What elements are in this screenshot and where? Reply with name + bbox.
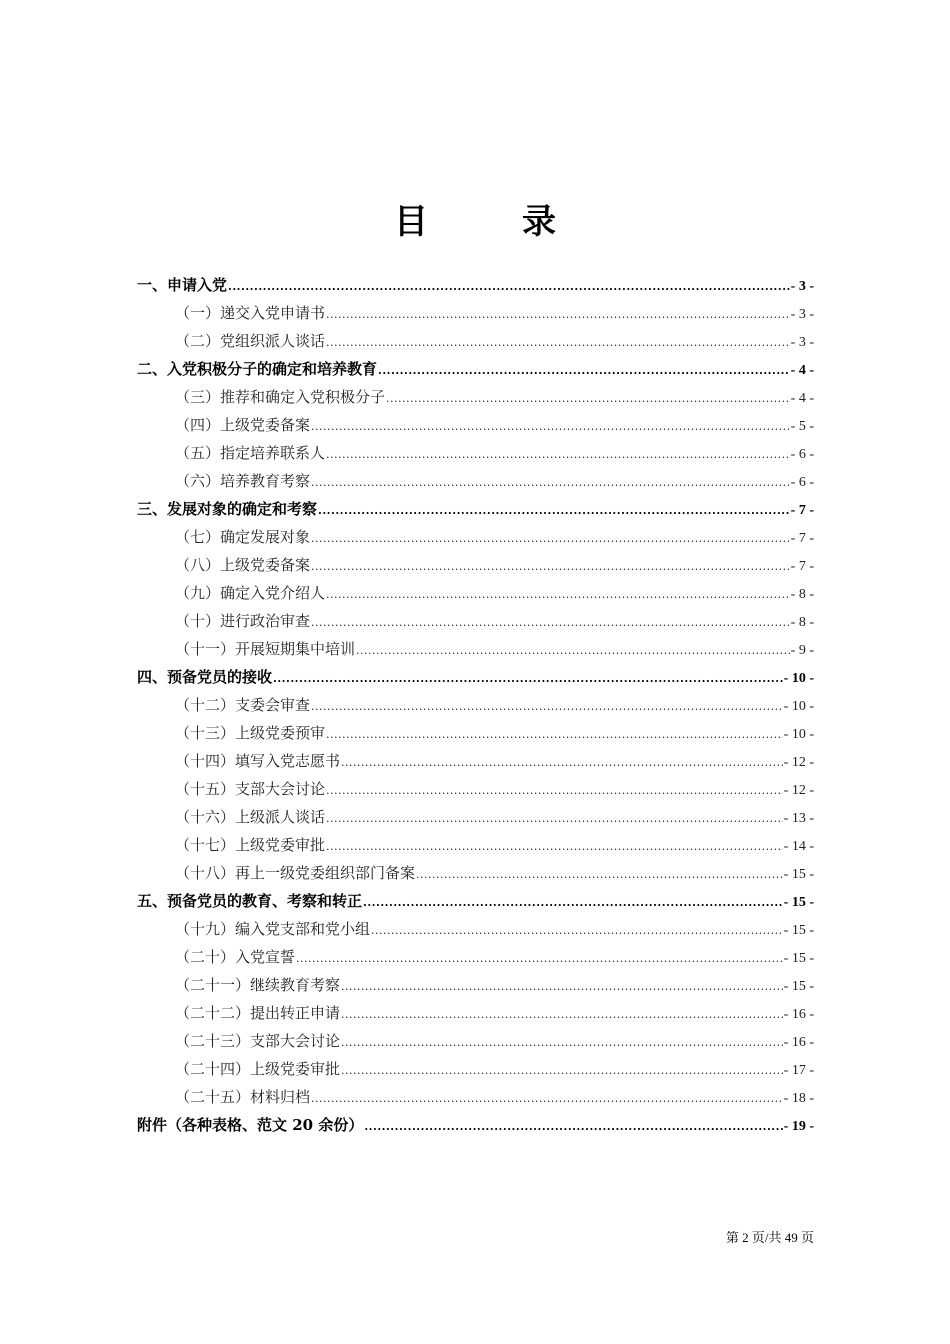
toc-section-entry[interactable] [137, 355, 814, 383]
toc-entry-title: （二十五）材料归档 [175, 1088, 311, 1106]
toc-subsection-entry[interactable] [137, 299, 814, 327]
toc-subsection-entry[interactable] [137, 1027, 814, 1055]
toc-dot-leader [326, 833, 783, 859]
toc-entry-page-number: - 16 - [783, 1035, 814, 1050]
toc-entry-title: 附件（各种表格、范文 20 余份） [137, 1116, 364, 1134]
page-number-footer: 第 2 页/共 49 页 [725, 1230, 814, 1245]
toc-entry-page-number: - 7 - [790, 503, 814, 518]
toc-entry-page-number: - 17 - [783, 1063, 814, 1078]
toc-entry-page-number: - 3 - [790, 307, 814, 322]
toc-dot-leader [296, 945, 783, 971]
toc-entry-title: 四、预备党员的接收 [137, 668, 273, 686]
toc-entry-title: （十八）再上一级党委组织部门备案 [175, 864, 416, 882]
toc-entry-page-number: - 13 - [783, 811, 814, 826]
toc-entry-title: （一）递交入党申请书 [175, 304, 326, 322]
toc-dot-leader [341, 973, 783, 999]
toc-section-entry[interactable] [137, 271, 814, 299]
toc-dot-leader [311, 553, 790, 579]
toc-subsection-entry[interactable] [137, 971, 814, 999]
toc-dot-leader [326, 581, 790, 607]
toc-entry-title: （二）党组织派人谈话 [175, 332, 326, 350]
toc-subsection-entry[interactable] [137, 579, 814, 607]
toc-entry-title: 三、发展对象的确定和考察 [137, 500, 318, 518]
toc-entry-page-number: - 15 - [783, 923, 814, 938]
toc-entry-page-number: - 15 - [783, 951, 814, 966]
toc-subsection-entry[interactable] [137, 719, 814, 747]
toc-dot-leader [378, 357, 790, 383]
toc-entry-page-number: - 15 - [783, 979, 814, 994]
toc-entry-page-number: - 19 - [783, 1119, 814, 1134]
toc-dot-leader [326, 301, 790, 327]
toc-entry-title: （四）上级党委备案 [175, 416, 311, 434]
toc-entry-page-number: - 4 - [790, 363, 814, 378]
toc-dot-leader [326, 329, 790, 355]
toc-entry-title: （十二）支委会审查 [175, 696, 311, 714]
toc-dot-leader [311, 525, 790, 551]
toc-dot-leader [341, 1001, 783, 1027]
toc-subsection-entry[interactable] [137, 1055, 814, 1083]
toc-subsection-entry[interactable] [137, 803, 814, 831]
toc-entry-title: （十五）支部大会讨论 [175, 780, 326, 798]
toc-entry-page-number: - 7 - [790, 531, 814, 546]
toc-dot-leader [386, 385, 790, 411]
toc-entry-title: （十一）开展短期集中培训 [175, 640, 356, 658]
toc-entry-title: （二十一）继续教育考察 [175, 976, 341, 994]
toc-entry-page-number: - 14 - [783, 839, 814, 854]
toc-subsection-entry[interactable] [137, 467, 814, 495]
toc-dot-leader [371, 917, 783, 943]
page-title: 目 录 [394, 202, 586, 242]
toc-entry-title: 一、申请入党 [137, 276, 228, 294]
toc-subsection-entry[interactable] [137, 383, 814, 411]
toc-subsection-entry[interactable] [137, 439, 814, 467]
toc-entry-title: 五、预备党员的教育、考察和转正 [137, 892, 363, 910]
toc-subsection-entry[interactable] [137, 327, 814, 355]
toc-subsection-entry[interactable] [137, 1083, 814, 1111]
toc-dot-leader [311, 469, 790, 495]
toc-dot-leader [326, 805, 783, 831]
toc-dot-leader [273, 665, 783, 691]
toc-entry-title: （八）上级党委备案 [175, 556, 311, 574]
toc-entry-page-number: - 15 - [783, 895, 814, 910]
toc-subsection-entry[interactable] [137, 831, 814, 859]
toc-section-entry[interactable] [137, 1111, 814, 1139]
toc-entry-page-number: - 4 - [790, 391, 814, 406]
toc-entry-title: （二十）入党宣誓 [175, 948, 296, 966]
toc-entry-page-number: - 9 - [790, 643, 814, 658]
toc-entry-page-number: - 6 - [790, 475, 814, 490]
toc-entry-title: （九）确定入党介绍人 [175, 584, 326, 602]
toc-subsection-entry[interactable] [137, 607, 814, 635]
toc-dot-leader [228, 273, 790, 299]
toc-entry-page-number: - 12 - [783, 783, 814, 798]
toc-dot-leader [341, 749, 783, 775]
toc-entry-page-number: - 16 - [783, 1007, 814, 1022]
toc-subsection-entry[interactable] [137, 775, 814, 803]
toc-entry-title: （二十三）支部大会讨论 [175, 1032, 341, 1050]
toc-dot-leader [416, 861, 783, 887]
toc-subsection-entry[interactable] [137, 523, 814, 551]
toc-entry-page-number: - 10 - [783, 671, 814, 686]
toc-dot-leader [326, 441, 790, 467]
toc-subsection-entry[interactable] [137, 691, 814, 719]
toc-entry-page-number: - 15 - [783, 867, 814, 882]
toc-dot-leader [341, 1057, 783, 1083]
toc-entry-title: （十九）编入党支部和党小组 [175, 920, 371, 938]
toc-entry-title: （十三）上级党委预审 [175, 724, 326, 742]
toc-dot-leader [326, 777, 783, 803]
toc-entry-title: （十七）上级党委审批 [175, 836, 326, 854]
toc-entry-page-number: - 3 - [790, 279, 814, 294]
toc-entry-title: （十四）填写入党志愿书 [175, 752, 341, 770]
toc-subsection-entry[interactable] [137, 859, 814, 887]
toc-subsection-entry[interactable] [137, 943, 814, 971]
toc-dot-leader [318, 497, 790, 523]
toc-dot-leader [356, 637, 790, 663]
toc-dot-leader [363, 889, 783, 915]
toc-entry-title: （三）推荐和确定入党积极分子 [175, 388, 386, 406]
toc-dot-leader [311, 1085, 783, 1111]
toc-entry-title: （七）确定发展对象 [175, 528, 311, 546]
toc-subsection-entry[interactable] [137, 411, 814, 439]
toc-entry-page-number: - 3 - [790, 335, 814, 350]
toc-entry-title: （十六）上级派人谈话 [175, 808, 326, 826]
toc-entry-page-number: - 6 - [790, 447, 814, 462]
toc-entry-page-number: - 7 - [790, 559, 814, 574]
toc-entry-page-number: - 12 - [783, 755, 814, 770]
toc-entry-page-number: - 10 - [783, 699, 814, 714]
table-of-contents [137, 271, 814, 1139]
toc-dot-leader [341, 1029, 783, 1055]
toc-entry-title: （二十二）提出转正申请 [175, 1004, 341, 1022]
toc-section-entry[interactable] [137, 663, 814, 691]
toc-section-entry[interactable] [137, 495, 814, 523]
toc-dot-leader [364, 1113, 782, 1139]
toc-dot-leader [311, 693, 783, 719]
toc-entry-title: （二十四）上级党委审批 [175, 1060, 341, 1078]
toc-subsection-entry[interactable] [137, 551, 814, 579]
toc-entry-page-number: - 10 - [783, 727, 814, 742]
toc-subsection-entry[interactable] [137, 999, 814, 1027]
toc-subsection-entry[interactable] [137, 915, 814, 943]
toc-entry-page-number: - 8 - [790, 587, 814, 602]
toc-subsection-entry[interactable] [137, 747, 814, 775]
toc-entry-title: （十）进行政治审查 [175, 612, 311, 630]
toc-entry-page-number: - 5 - [790, 419, 814, 434]
toc-subsection-entry[interactable] [137, 635, 814, 663]
toc-entry-title: （五）指定培养联系人 [175, 444, 326, 462]
toc-dot-leader [326, 721, 783, 747]
toc-entry-title: （六）培养教育考察 [175, 472, 311, 490]
toc-section-entry[interactable] [137, 887, 814, 915]
toc-dot-leader [311, 609, 790, 635]
toc-entry-title: 二、入党积极分子的确定和培养教育 [137, 360, 378, 378]
toc-dot-leader [311, 413, 790, 439]
toc-entry-page-number: - 18 - [783, 1091, 814, 1106]
toc-entry-page-number: - 8 - [790, 615, 814, 630]
